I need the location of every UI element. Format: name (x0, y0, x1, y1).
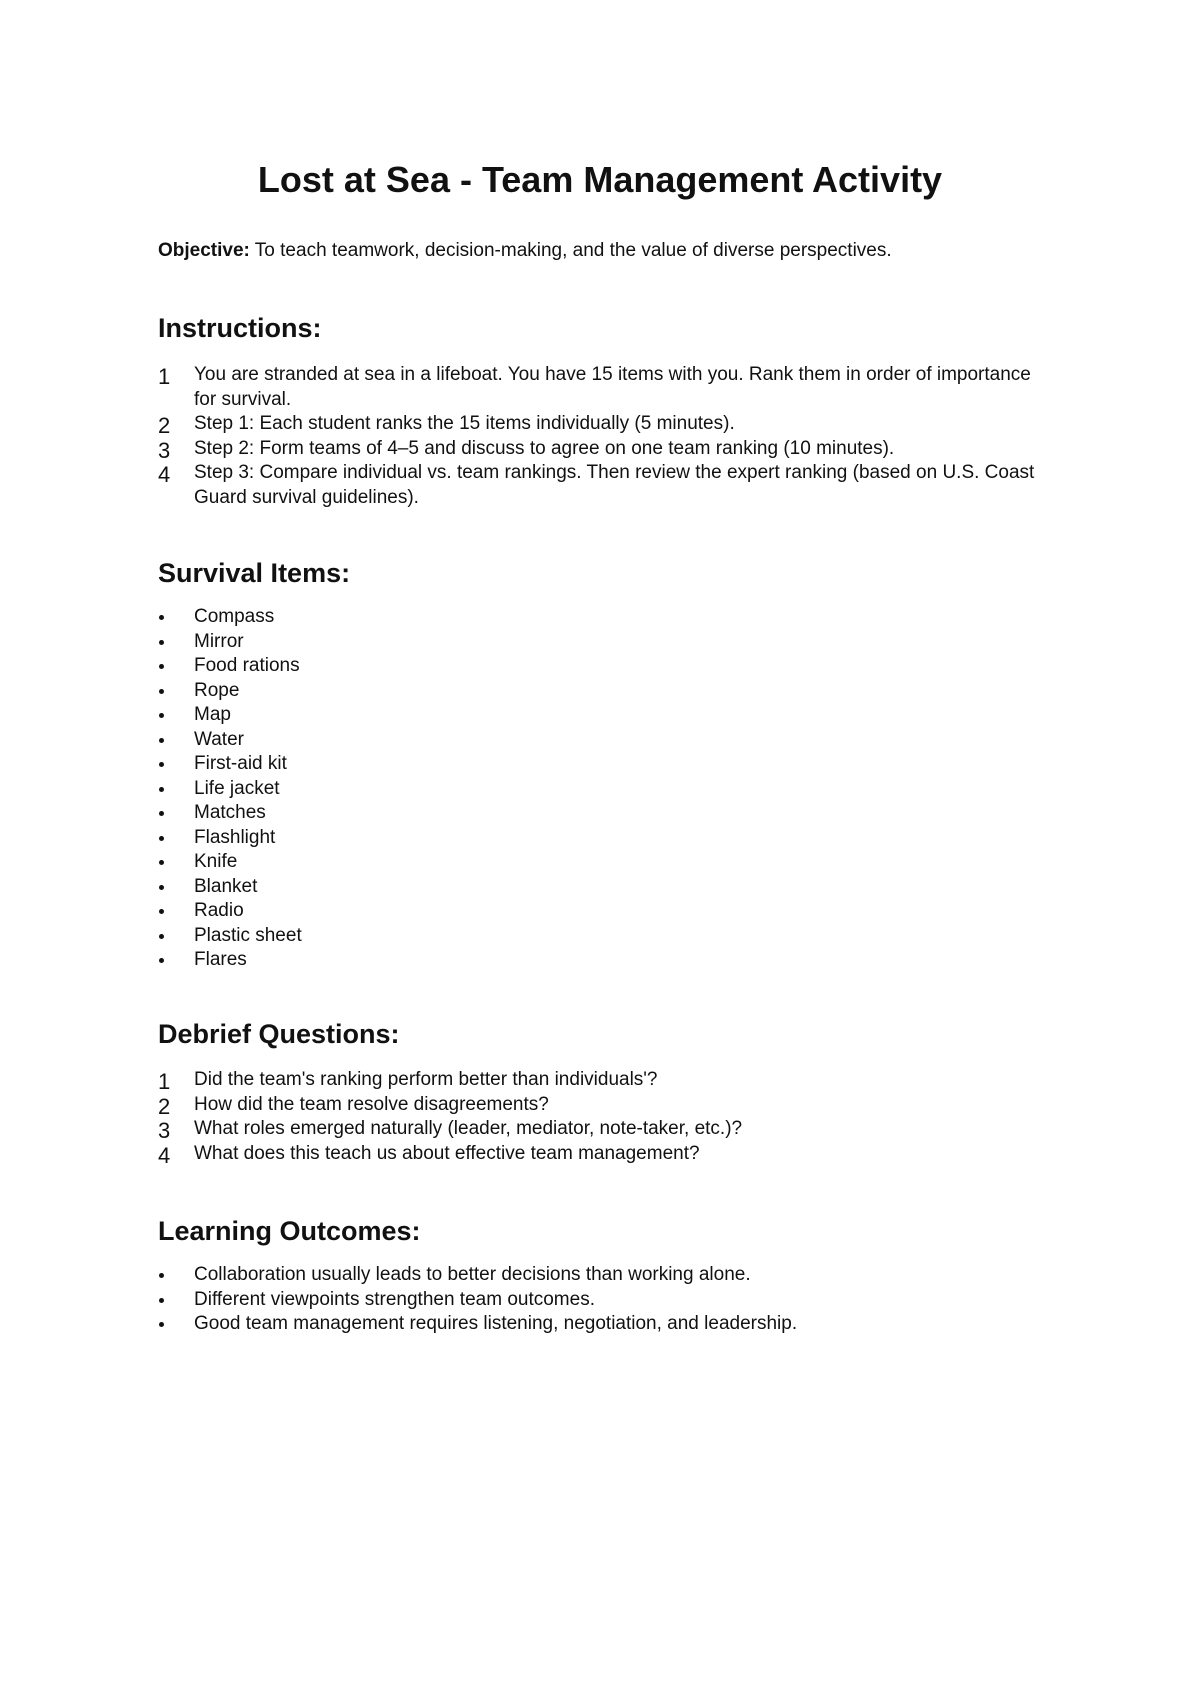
outcome-text: Collaboration usually leads to better decisions than working alone. (194, 1264, 751, 1285)
debrief-text: Did the team's ranking perform better than individuals'? (194, 1069, 658, 1090)
survival-item (158, 899, 1058, 924)
instruction-item (158, 437, 1058, 462)
survival-item (158, 605, 1058, 630)
survival-item-label: Radio (194, 900, 244, 921)
outcome-item (158, 1263, 1058, 1288)
objective-line (158, 238, 892, 264)
debrief-text: What roles emerged naturally (leader, mediator, note-taker, etc.)? (194, 1118, 743, 1139)
learning-outcomes-list (158, 1263, 1058, 1337)
debrief-item (158, 1068, 1058, 1093)
debrief-number: 2 (158, 1093, 171, 1119)
survival-items-heading: Survival Items: (158, 558, 351, 588)
survival-item-label: Matches (194, 802, 266, 823)
survival-item-label: Rope (194, 679, 240, 701)
survival-item (158, 826, 1058, 851)
debrief-item (158, 1142, 1058, 1167)
instruction-text: You are stranded at sea in a lifeboat. You have 15 items with you. Rank them in order of importance for survival. (194, 364, 1031, 410)
survival-item (158, 924, 1058, 949)
instruction-item (158, 412, 1058, 437)
page-title: Lost at Sea - Team Management Activity (257, 159, 943, 200)
survival-item-label: Compass (194, 606, 275, 627)
survival-item-label: Map (194, 704, 231, 725)
survival-item-label: Flares (194, 949, 247, 970)
survival-item-label: Mirror (194, 630, 244, 652)
instruction-number: 1 (158, 364, 171, 389)
instructions-heading: Instructions: (158, 313, 322, 343)
instruction-item (158, 363, 1058, 412)
instruction-number: 4 (158, 462, 171, 487)
debrief-list (158, 1068, 1058, 1166)
survival-item-label: Water (194, 728, 244, 750)
debrief-text: What does this teach us about effective team management? (194, 1142, 700, 1164)
instruction-text: Step 3: Compare individual vs. team rankings. Then review the expert ranking (based on U.S. Coast Guard survival guidelines). (194, 462, 1035, 508)
survival-item-label: Plastic sheet (194, 924, 302, 946)
survival-item (158, 703, 1058, 728)
survival-item (158, 654, 1058, 679)
survival-item-label: Food rations (194, 655, 300, 676)
instructions-list (158, 363, 1058, 510)
outcome-text: Different viewpoints strengthen team outcomes. (194, 1288, 595, 1310)
debrief-number: 1 (158, 1069, 171, 1094)
survival-item-label: First-aid kit (194, 753, 287, 774)
survival-item (158, 777, 1058, 802)
outcome-text: Good team management requires listening, negotiation, and leadership. (194, 1313, 798, 1334)
debrief-item (158, 1117, 1058, 1142)
survival-item (158, 728, 1058, 753)
debrief-number: 4 (158, 1142, 171, 1168)
instruction-number: 3 (158, 437, 171, 463)
debrief-heading: Debrief Questions: (158, 1019, 400, 1049)
outcome-item (158, 1312, 1058, 1337)
debrief-number: 3 (158, 1118, 171, 1143)
survival-item (158, 752, 1058, 777)
objective-text: To teach teamwork, decision-making, and the value of diverse perspectives. (249, 240, 892, 261)
survival-item (158, 850, 1058, 875)
survival-item-label: Knife (194, 851, 238, 872)
survival-item (158, 679, 1058, 704)
survival-item (158, 630, 1058, 655)
survival-item-label: Life jacket (194, 777, 280, 799)
survival-items-list (158, 605, 1058, 973)
survival-item (158, 801, 1058, 826)
instruction-text: Step 2: Form teams of 4–5 and discuss to agree on one team ranking (10 minutes). (194, 437, 895, 459)
instruction-item (158, 461, 1058, 510)
outcome-item (158, 1288, 1058, 1313)
survival-item-label: Flashlight (194, 826, 276, 848)
debrief-item (158, 1093, 1058, 1118)
survival-item (158, 875, 1058, 900)
survival-item-label: Blanket (194, 875, 258, 897)
instruction-number: 2 (158, 413, 171, 438)
survival-item (158, 948, 1058, 973)
debrief-text: How did the team resolve disagreements? (194, 1093, 549, 1115)
learning-outcomes-heading: Learning Outcomes: (158, 1216, 421, 1246)
instruction-text: Step 1: Each student ranks the 15 items individually (5 minutes). (194, 413, 735, 434)
objective-label: Objective: (158, 240, 250, 261)
